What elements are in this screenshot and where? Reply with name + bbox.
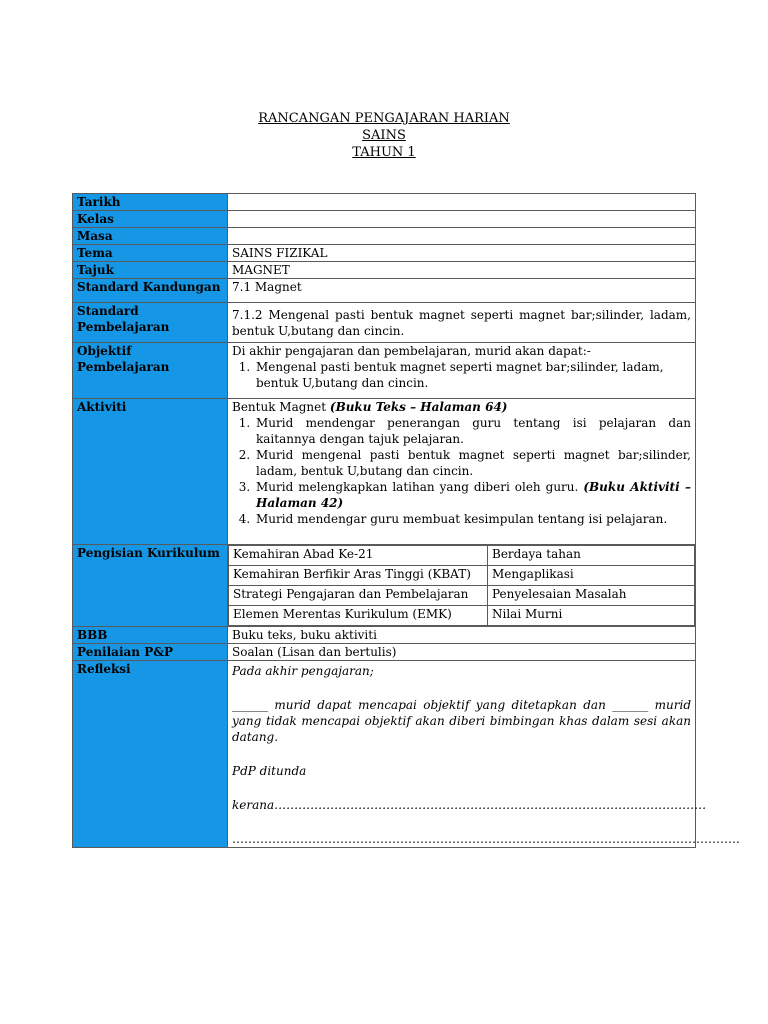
aktiviti-heading-text: Bentuk Magnet [232, 400, 327, 414]
row-standard-kandungan [73, 279, 696, 303]
value-objektif [228, 343, 696, 399]
label-standard-kandungan: Standard Kandungan [73, 279, 228, 303]
kurikulum-value: Berdaya tahan [488, 546, 695, 566]
label-refleksi: Refleksi [73, 661, 228, 848]
kurikulum-table [228, 545, 695, 626]
row-masa [73, 228, 696, 245]
aktiviti-item-ref: (Buku Aktiviti – Halaman 42) [256, 480, 691, 510]
refleksi-line: kerana……………………………………………………………………………………………… [232, 798, 707, 812]
document-title: RANCANGAN PENGAJARAN HARIAN [258, 111, 510, 126]
aktiviti-item: 4. Murid mendengar guru membuat kesimpulan tentang isi pelajaran. [254, 511, 691, 527]
aktiviti-item: 1. Murid mendengar penerangan guru tentang isi pelajaran dan kaitannya dengan tajuk pelajaran. [254, 415, 691, 447]
value-standard-kandungan: 7.1 Magnet [228, 279, 696, 303]
value-tajuk: MAGNET [228, 262, 696, 279]
refleksi-line: PdP ditunda [232, 764, 307, 778]
aktiviti-list [232, 415, 691, 527]
value-masa [228, 228, 696, 245]
row-tema [73, 245, 696, 262]
row-bbb [73, 627, 696, 644]
kurikulum-name: Kemahiran Abad Ke-21 [229, 546, 488, 566]
kurikulum-row [229, 586, 695, 606]
kurikulum-row [229, 546, 695, 566]
value-bbb: Buku teks, buku aktiviti [228, 627, 696, 644]
label-tema: Tema [73, 245, 228, 262]
kurikulum-name: Strategi Pengajaran dan Pembelajaran [229, 586, 488, 606]
aktiviti-item [254, 479, 691, 511]
value-kelas [228, 211, 696, 228]
label-tarikh: Tarikh [73, 194, 228, 211]
row-standard-pembelajaran [73, 303, 696, 343]
value-tarikh [228, 194, 696, 211]
row-kelas [73, 211, 696, 228]
aktiviti-heading [232, 399, 691, 415]
kurikulum-value: Nilai Murni [488, 606, 695, 626]
value-aktiviti [228, 399, 696, 545]
label-masa: Masa [73, 228, 228, 245]
kurikulum-row [229, 606, 695, 626]
value-kurikulum [228, 545, 696, 627]
kurikulum-value: Mengaplikasi [488, 566, 695, 586]
refleksi-line: Pada akhir pengajaran; [232, 664, 374, 678]
objektif-intro: Di akhir pengajaran dan pembelajaran, murid akan dapat:- [232, 344, 591, 358]
kurikulum-row [229, 566, 695, 586]
label-objektif: Objektif Pembelajaran [73, 343, 228, 399]
aktiviti-heading-ref: (Buku Teks – Halaman 64) [329, 400, 508, 414]
label-aktiviti: Aktiviti [73, 399, 228, 545]
objektif-list [232, 359, 691, 391]
row-objektif [73, 343, 696, 399]
value-standard-pembelajaran: 7.1.2 Mengenal pasti bentuk magnet seperti magnet bar;silinder, ladam, bentuk U,butang dan cincin. [228, 303, 696, 343]
row-penilaian [73, 644, 696, 661]
row-tarikh [73, 194, 696, 211]
label-kurikulum: Pengisian Kurikulum [73, 545, 228, 627]
label-standard-pembelajaran: Standard Pembelajaran [73, 303, 228, 343]
document-year: TAHUN 1 [352, 145, 416, 160]
document-subject: SAINS [362, 128, 406, 143]
row-tajuk [73, 262, 696, 279]
objektif-item: 1. Mengenal pasti bentuk magnet seperti magnet bar;silinder, ladam, bentuk U,butang dan cincin. [254, 359, 691, 391]
value-tema: SAINS FIZIKAL [228, 245, 696, 262]
label-bbb: BBB [73, 627, 228, 644]
value-refleksi [228, 661, 740, 848]
kurikulum-name: Elemen Merentas Kurikulum (EMK) [229, 606, 488, 626]
label-penilaian: Penilaian P&P [73, 644, 228, 661]
row-aktiviti [73, 399, 696, 545]
kurikulum-value: Penyelesaian Masalah [488, 586, 695, 606]
lesson-plan-table [72, 193, 740, 848]
refleksi-line: ______ murid dapat mencapai objektif yang ditetapkan dan ______ murid yang tidak mencapai objektif akan diberi bimbingan khas dalam sesi akan datang. [232, 698, 691, 744]
kurikulum-name: Kemahiran Berfikir Aras Tinggi (KBAT) [229, 566, 488, 586]
label-tajuk: Tajuk [73, 262, 228, 279]
label-kelas: Kelas [73, 211, 228, 228]
aktiviti-item-text: Murid melengkapkan latihan yang diberi oleh guru. [256, 480, 579, 494]
row-kurikulum [73, 545, 696, 627]
value-penilaian: Soalan (Lisan dan bertulis) [228, 644, 696, 661]
document-header [0, 110, 768, 161]
row-refleksi [73, 661, 696, 848]
refleksi-line: ………………………………………………………………………………………………………………. [232, 832, 740, 846]
aktiviti-item: 2. Murid mengenal pasti bentuk magnet seperti magnet bar;silinder, ladam, bentuk U,butang dan cincin. [254, 447, 691, 479]
